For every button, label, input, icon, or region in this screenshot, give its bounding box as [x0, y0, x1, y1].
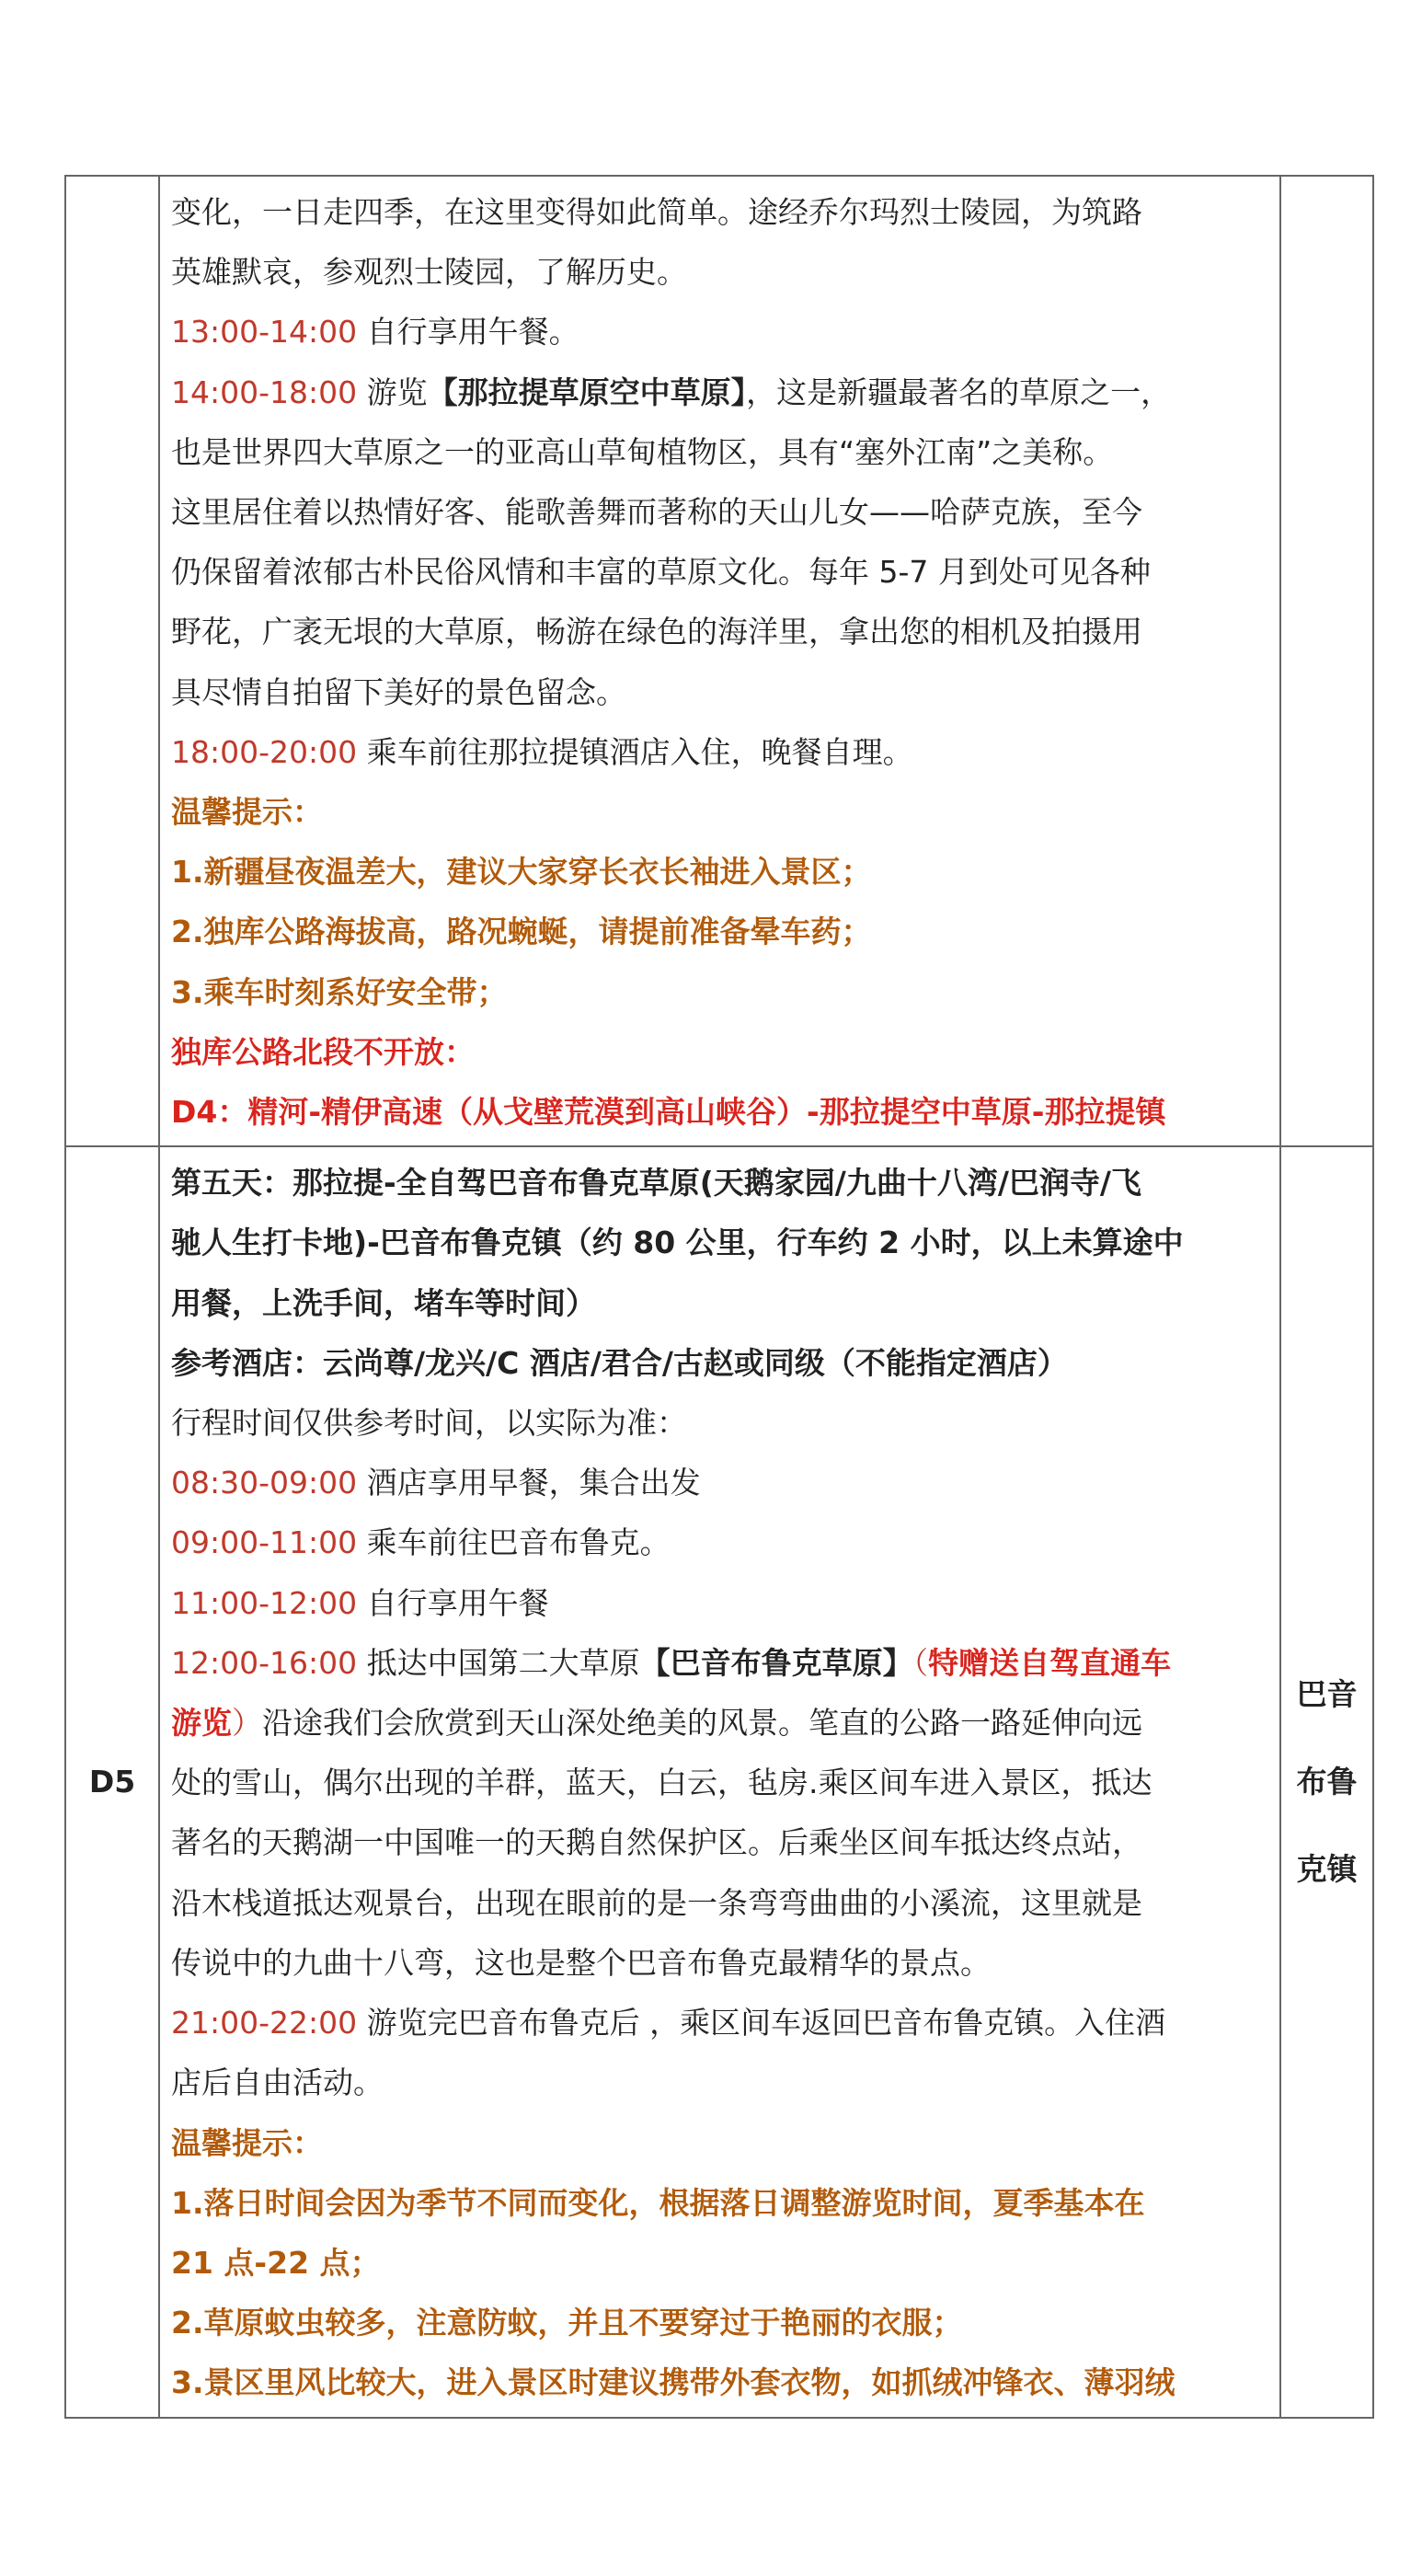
text-line: 具尽情自拍留下美好的景色留念。: [171, 673, 626, 710]
gift-note: 特赠送自驾直通车: [928, 1644, 1172, 1681]
tip-item: 21 点-22 点；: [171, 2244, 381, 2281]
schedule-item: [171, 722, 1268, 782]
time-range: 14:00-18:00: [171, 374, 358, 410]
itinerary-row-d4: [65, 176, 1373, 1146]
gift-bracket: （: [912, 1644, 929, 1681]
text-line: 仍保留着浓郁古朴民俗风情和丰富的草原文化。每年 5-7 月到处可见各种: [171, 554, 1151, 591]
text-line: 沿木栈道抵达观景台，出现在眼前的是一条弯弯曲曲的小溪流，这里就是: [171, 1884, 1142, 1921]
day-heading: 驰人生打卡地)-巴音布鲁克镇（约 80 公里，行车约 2 小时，以上未算途中: [171, 1225, 1184, 1261]
hotel-location-line: 布鲁: [1296, 1764, 1358, 1800]
schedule-text: 乘车前往那拉提镇酒店入住，晚餐自理。: [357, 733, 913, 770]
day-heading: 用餐，上洗手间，堵车等时间）: [171, 1284, 596, 1321]
hotel-location-line: 巴音: [1296, 1676, 1358, 1713]
schedule-item: [171, 1993, 1268, 2053]
tip-item: 2.草原蚊虫较多，注意防蚊，并且不要穿过于艳丽的衣服；: [171, 2305, 963, 2341]
schedule-text: 酒店享用早餐，集合出发: [357, 1465, 701, 1501]
schedule-text: 乘车前往巴音布鲁克。: [357, 1524, 671, 1561]
schedule-item: [171, 1453, 1268, 1512]
gift-bracket: ）: [232, 1705, 262, 1742]
text-line: 行程时间仅供参考时间，以实际为准：: [171, 1405, 687, 1442]
hotel-reference: 参考酒店：云尚尊/龙兴/C 酒店/君合/古赵或同级（不能指定酒店）: [171, 1344, 1068, 1381]
day-cell: D5: [65, 1146, 159, 2417]
tip-item: 1.落日时间会因为季节不同而变化，根据落日调整游览时间，夏季基本在: [171, 2184, 1145, 2221]
time-range: 09:00-11:00: [171, 1524, 358, 1561]
schedule-text: 自行享用午餐: [357, 1584, 549, 1621]
itinerary-table: [64, 175, 1374, 2419]
text-line: 著名的天鹅湖一中国唯一的天鹅自然保护区。后乘坐区间车抵达终点站，: [171, 1824, 1142, 1861]
hotel-cell: [1280, 1146, 1373, 2417]
text-line: 这里居住着以热情好客、能歌善舞而著称的天山儿女——哈萨克族，至今: [171, 494, 1142, 531]
schedule-text: 游览: [357, 374, 428, 410]
attraction-name: 【巴音布鲁克草原】: [639, 1644, 913, 1681]
text-line: 英雄默哀，参观烈士陵园，了解历史。: [171, 254, 687, 291]
tips-title: 温馨提示：: [171, 794, 323, 831]
attraction-name: 【那拉提草原空中草原】: [427, 374, 747, 410]
time-range: 11:00-12:00: [171, 1584, 358, 1621]
text-line: 野花，广袤无垠的大草原，畅游在绿色的海洋里，拿出您的相机及拍摄用: [171, 614, 1142, 650]
text-line: [171, 1693, 1268, 1753]
day-heading: 第五天：那拉提-全自驾巴音布鲁克草原(天鹅家园/九曲十八湾/巴润寺/飞: [171, 1165, 1141, 1202]
tip-item: 2.独库公路海拔高，路况蜿蜒，请提前准备晕车药；: [171, 914, 872, 950]
itinerary-content-cell: [159, 176, 1280, 1146]
time-range: 12:00-16:00: [171, 1644, 358, 1681]
schedule-text: 抵达中国第二大草原: [357, 1644, 640, 1681]
time-range: 21:00-22:00: [171, 2005, 358, 2041]
time-range: 08:30-09:00: [171, 1465, 358, 1501]
gift-note: 游览: [171, 1705, 232, 1742]
alternate-route: D4：精河-精伊高速（从戈壁荒漠到高山峡谷）-那拉提空中草原-那拉提镇: [171, 1094, 1166, 1131]
text-line: 也是世界四大草原之一的亚高山草甸植物区，具有“塞外江南”之美称。: [171, 433, 1114, 470]
tip-item: 3.乘车时刻系好安全带；: [171, 973, 508, 1010]
itinerary-content-cell: [159, 1146, 1280, 2417]
time-range: 18:00-20:00: [171, 733, 358, 770]
schedule-text: 自行享用午餐。: [357, 314, 579, 351]
text-line: 传说中的九曲十八弯，这也是整个巴音布鲁克最精华的景点。: [171, 1944, 991, 1981]
tip-item: 3.景区里风比较大，进入景区时建议携带外套衣物，如抓绒冲锋衣、薄羽绒: [171, 2364, 1175, 2401]
tip-item: 1.新疆昼夜温差大，建议大家穿长衣长袖进入景区；: [171, 854, 872, 891]
schedule-item: [171, 302, 1268, 362]
schedule-text: 沿途我们会欣赏到天山深处绝美的风景。笔直的公路一路延伸向远: [262, 1705, 1142, 1742]
schedule-text: ，这是新疆最著名的草原之一，: [746, 374, 1172, 410]
hotel-location-line: 克镇: [1296, 1851, 1358, 1888]
schedule-item: [171, 1573, 1268, 1633]
text-line: 处的雪山，偶尔出现的羊群，蓝天，白云，毡房.乘区间车进入景区，抵达: [171, 1765, 1153, 1801]
schedule-item: [171, 1512, 1268, 1572]
schedule-text: 游览完巴音布鲁克后 ，乘区间车返回巴音布鲁克镇。入住酒: [357, 2005, 1166, 2041]
hotel-cell: [1280, 176, 1373, 1146]
time-range: 13:00-14:00: [171, 314, 358, 351]
schedule-item: [171, 1633, 1268, 1693]
itinerary-row-d5: [65, 1146, 1373, 2417]
day-cell: [65, 176, 159, 1146]
road-warning: 独库公路北段不开放：: [171, 1033, 475, 1070]
text-line: 店后自由活动。: [171, 2064, 384, 2101]
schedule-item: [171, 362, 1268, 422]
text-line: 变化，一日走四季，在这里变得如此简单。途经乔尔玛烈士陵园，为筑路: [171, 194, 1142, 230]
tips-title: 温馨提示：: [171, 2124, 323, 2161]
